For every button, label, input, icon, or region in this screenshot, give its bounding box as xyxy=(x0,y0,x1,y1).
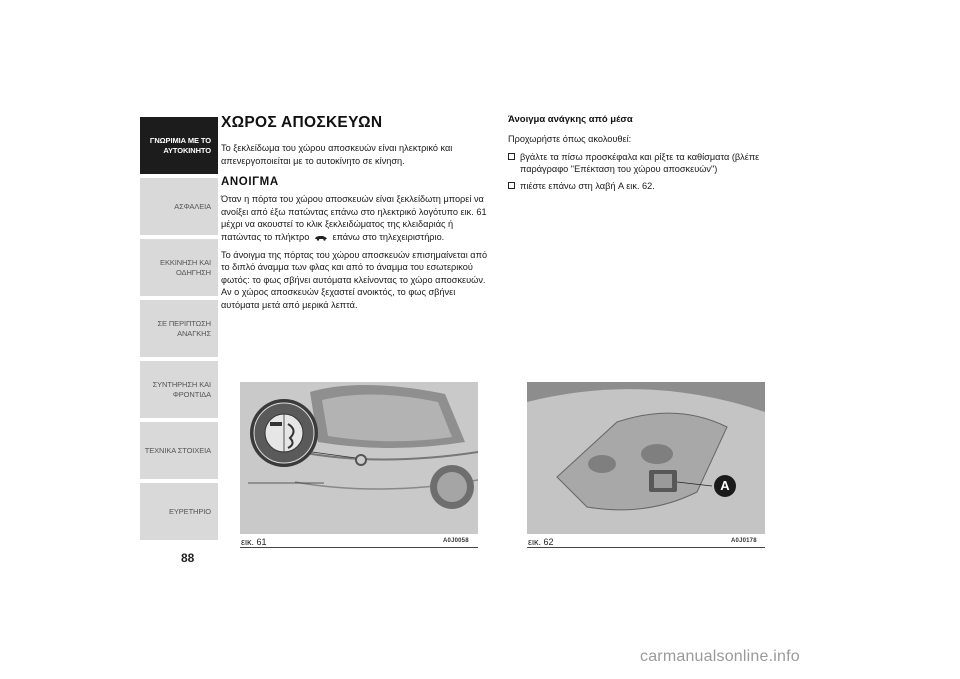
tab-label-line1: ΣΥΝΤΗΡΗΣΗ ΚΑΙ xyxy=(152,379,211,389)
tab-maintenance[interactable] xyxy=(140,361,218,418)
checkbox-bullet-icon xyxy=(508,153,515,160)
procedure-list xyxy=(508,151,773,193)
list-item xyxy=(508,180,773,193)
figure-61-tailgate-logo xyxy=(240,382,478,534)
left-column xyxy=(221,114,493,317)
tab-label-line1: ΑΣΦΑΛΕΙΑ xyxy=(174,201,211,211)
list-item-text: βγάλτε τα πίσω προσκέφαλα και ρίξτε τα καθίσματα (βλέπε παράγραφο "Επέκταση του χώρου αποσκευών") xyxy=(520,151,760,175)
chapter-sidebar xyxy=(140,117,218,544)
checkbox-bullet-icon xyxy=(508,182,515,189)
list-item-text: πιέστε επάνω στη λαβή A εικ. 62. xyxy=(520,180,655,191)
tab-label-line1: ΕΥΡΕΤΗΡΙΟ xyxy=(168,506,211,516)
right-column xyxy=(508,114,773,196)
figure-61-caption: εικ. 61 xyxy=(241,537,267,547)
tab-safety[interactable] xyxy=(140,178,218,235)
tab-label-line2: ΑΝΑΓΚΗΣ xyxy=(177,328,211,338)
tab-technical-data[interactable] xyxy=(140,422,218,479)
opening-paragraph-end: επάνω στο τηλεχειριστήριο. xyxy=(332,231,445,242)
figure-61-code: A0J0058 xyxy=(443,538,469,544)
signal-paragraph: Το άνοιγμα της πόρτας του χώρου αποσκευών επισημαίνεται από το διπλό άναμμα των φλας και από το άναμμα του εσωτερικού φωτός: το φως σβήνει αυτόματα κλείνοντας το χώρο αποσκευών. Αν ο χώρος αποσκευών ξεχαστεί ανοικτός, το φως σβήνει αυτόματα μετά από μερικά λεπτά. xyxy=(221,249,488,310)
site-watermark[interactable]: carmanualsonline.info xyxy=(640,648,800,665)
figure-62-release-handle xyxy=(527,382,765,534)
figure-61-rule xyxy=(240,547,478,548)
tab-label-line1: ΤΕΧΝΙΚΑ ΣΤΟΙΧΕΙΑ xyxy=(144,445,211,455)
section-title: ΧΩΡΟΣ ΑΠΟΣΚΕΥΩΝ xyxy=(221,114,383,131)
procedure-intro: Προχωρήστε όπως ακολουθεί: xyxy=(508,134,632,144)
tab-label-line2: ΑΥΤΟΚΙΝΗΤΟ xyxy=(163,145,211,155)
callout-marker-a: A xyxy=(714,475,736,497)
tab-label-line1: ΕΚΚΙΝΗΣΗ ΚΑΙ xyxy=(160,257,211,267)
tab-starting-driving[interactable] xyxy=(140,239,218,296)
tab-index[interactable] xyxy=(140,483,218,540)
tailgate-illustration xyxy=(240,382,478,534)
emergency-opening-heading: Άνοιγμα ανάγκης από μέσα xyxy=(508,114,633,125)
intro-paragraph: Το ξεκλείδωμα του χώρου αποσκευών είναι ηλεκτρικό και απενεργοποιείται με το αυτοκίνητο σε κίνηση. xyxy=(221,143,453,166)
list-item xyxy=(508,151,773,176)
figure-62-code: A0J0178 xyxy=(731,538,757,544)
tab-label-line1: ΓΝΩΡΙΜΙΑ ΜΕ ΤΟ xyxy=(149,135,211,145)
figure-62-rule xyxy=(527,547,765,548)
trunk-button-icon xyxy=(314,234,328,241)
opening-paragraph-start: Όταν η πόρτα του χώρου αποσκευών είναι ξεκλείδωτη μπορεί να ανοίξει από έξω πατώντας επάνω στο ηλεκτρικό λογότυπο εικ. 61 μέχρι να ακουστεί το κλικ ξεκλειδώματος της κλειδαριάς ή πατώντας το πλήκτρο xyxy=(221,194,487,242)
page-number: 88 xyxy=(181,551,195,565)
tab-getting-to-know-car[interactable] xyxy=(140,117,218,174)
tab-label-line2: ΦΡΟΝΤΙΔΑ xyxy=(172,389,211,399)
tab-label-line2: ΟΔΗΓΗΣΗ xyxy=(175,267,211,277)
tab-label-line1: ΣΕ ΠΕΡΙΠΤΩΣΗ xyxy=(157,318,211,328)
figure-62-caption: εικ. 62 xyxy=(528,537,554,547)
trunk-interior-illustration xyxy=(527,382,765,534)
tab-emergency[interactable] xyxy=(140,300,218,357)
opening-heading: ΑΝΟΙΓΜΑ xyxy=(221,176,279,189)
opening-paragraph xyxy=(221,193,493,243)
